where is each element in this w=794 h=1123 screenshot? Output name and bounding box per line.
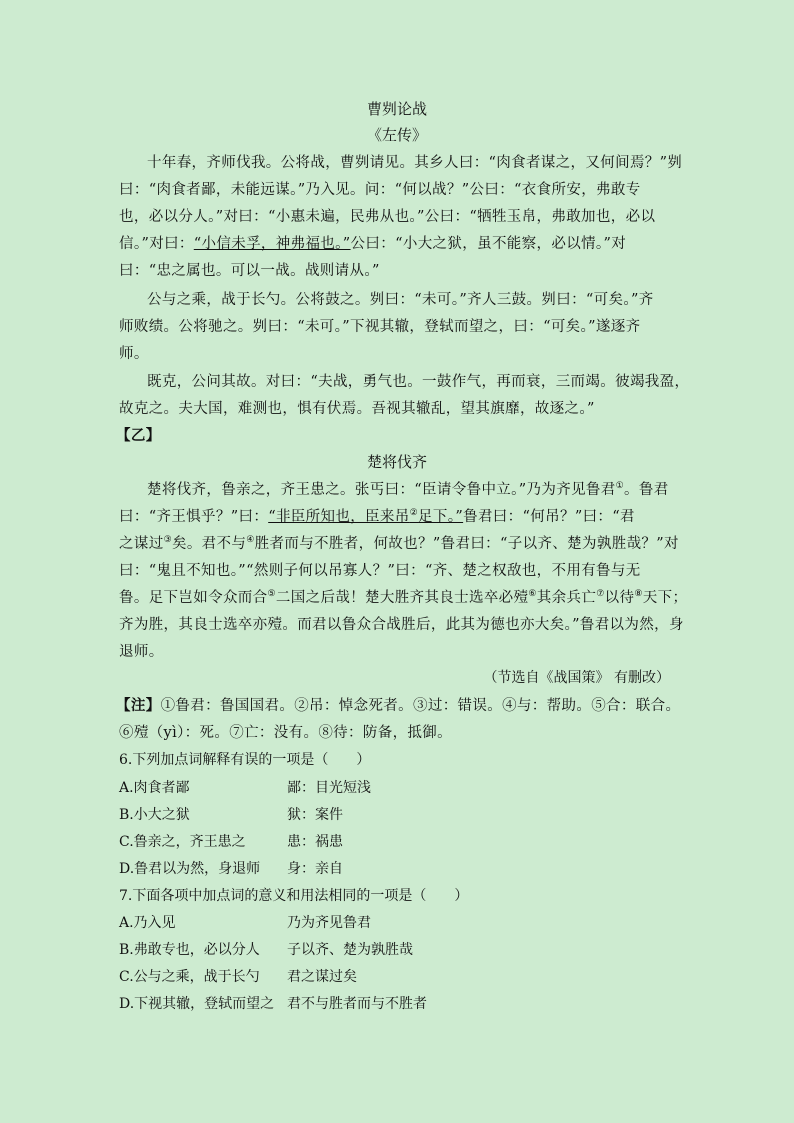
passage-b-line: [119, 586, 687, 607]
passage-b-title: 楚将伐齐: [366, 453, 427, 471]
passage-b-citation: （节选自《战国策》 有删改）: [483, 670, 670, 686]
footnote-mark: ⑤: [267, 589, 276, 600]
notes-label: 【注】: [116, 697, 161, 714]
footnote-mark: ①: [615, 481, 625, 492]
passage-b-line: 曰：“鬼且不知也。”“然则子何以吊寡人？”曰：“齐、楚之权敌也，不用有鲁与无: [119, 563, 641, 579]
text-segment: 之谋过: [119, 536, 164, 552]
question-6-option-a-explain: 鄙：目光短浅: [287, 780, 371, 796]
passage-a-line: 公与之乘，战于长勺。公将鼓之。刿曰：“未可。”齐人三鼓。刿曰：“可矣。”齐: [147, 292, 654, 308]
question-6-option-b: B.小大之狱: [119, 807, 190, 823]
passage-b-line: [147, 478, 669, 499]
passage-b-label: 【乙】: [116, 427, 161, 444]
question-7-option-b: B.弗敢专也，必以分人: [119, 942, 260, 958]
question-7-option-d-compare: 君不与胜者而与不胜者: [287, 996, 427, 1012]
notes-text: ①鲁君：鲁国国君。②吊：悼念死者。③过：错误。④与：帮助。⑤合：联合。: [160, 698, 681, 714]
passage-a-line: 故克之。夫大国，难测也，惧有伏焉。吾视其辙乱，望其旗靡，故逐之。”: [119, 401, 595, 417]
passage-a-title: 曹刿论战: [366, 100, 427, 118]
passage-b-line: [119, 532, 679, 553]
passage-b-line: 退师。: [119, 644, 164, 660]
question-7-stem: 7.下面各项中加点词的意义和用法相同的一项是（ ）: [119, 888, 469, 904]
text-segment: 以待: [604, 590, 635, 606]
footnote-mark: ②: [409, 508, 419, 519]
passage-a-line: [119, 232, 626, 253]
question-7-option-c: C.公与之乘，战于长勺: [119, 969, 260, 985]
question-6-option-d: D.鲁君以为然，身退师: [119, 861, 261, 877]
text-segment: 鲁。足下岂如令众而合: [119, 590, 268, 606]
question-6-option-c: C.鲁亲之，齐王患之: [119, 834, 246, 850]
text-segment: 胜者而与不胜者，何故也？”鲁君曰：“子以齐、楚为孰胜哉？”对: [254, 536, 679, 552]
underlined-sentence: “小信未孚，神弗福也。”: [193, 236, 351, 252]
passage-a-source: 《左传》: [366, 126, 427, 144]
passage-a-line: 既克，公问其故。对曰：“夫战，勇气也。一鼓作气，再而衰，三而竭。彼竭我盈，: [147, 374, 690, 390]
text-segment: 足下。”: [418, 509, 464, 525]
underlined-sentence: [268, 509, 463, 525]
question-7-option-c-compare: 君之谋过矣: [287, 969, 357, 985]
text-segment: “非臣所知也，臣来吊: [268, 509, 410, 525]
footnote-mark: ⑥: [528, 589, 537, 600]
question-7-option-d: D.下视其辙，登轼而望之: [119, 996, 275, 1012]
question-7-option-a-compare: 乃为齐见鲁君: [287, 915, 371, 931]
question-6-option-b-explain: 狱：案件: [287, 807, 343, 823]
text-segment: 矣。君不与: [171, 536, 247, 552]
passage-b-line: 齐为胜，其良士选卒亦殪。而君以鲁众合战胜后，此其为德也亦大矣。”鲁君以为然，身: [119, 617, 684, 633]
passage-a-line: 也，必以分人。”对曰：“小惠未遍，民弗从也。”公曰：“牺牲玉帛，弗敢加也，必以: [119, 209, 656, 225]
question-6-option-c-explain: 患：祸患: [287, 834, 343, 850]
passage-b-line: [119, 505, 635, 526]
text-segment: 信。”对曰：: [119, 236, 194, 252]
passage-a-line: 曰：“忠之属也。可以一战。战则请从。”: [119, 263, 380, 279]
text-segment: 。鲁君: [624, 482, 669, 498]
question-7-option-a: A.乃入见: [119, 915, 176, 931]
question-6-option-a: A.肉食者鄙: [119, 780, 190, 796]
footnote-mark: ⑦: [596, 589, 605, 600]
question-6-stem: 6.下列加点词解释有误的一项是（ ）: [119, 752, 371, 768]
passage-a-line: 师。: [119, 346, 149, 362]
passage-a-line: 师败绩。公将驰之。刿曰：“未可。”下视其辙，登轼而望之，曰：“可矣。”遂逐齐: [119, 319, 641, 335]
text-segment: 二国之后哉！楚大胜齐其良士选卒必殪: [275, 590, 529, 606]
text-segment: 天下；: [642, 590, 688, 606]
text-segment: 公曰：“小大之狱，虽不能察，必以情。”对: [350, 236, 627, 252]
notes-line: ⑥殪（yì）：死。⑦亡：没有。⑧待：防备，抵御。: [119, 725, 452, 741]
question-7-option-b-compare: 子以齐、楚为孰胜哉: [287, 942, 413, 958]
notes-line: [116, 694, 680, 715]
question-6-option-d-explain: 身：亲自: [287, 861, 343, 877]
passage-a-line: 曰：“肉食者鄙，未能远谋。”乃入见。问：“何以战？”公曰：“衣食所安，弗敢专: [119, 182, 641, 198]
footnote-mark: ④: [246, 535, 255, 546]
text-segment: 鲁君曰：“何吊？”曰：“君: [463, 509, 635, 525]
text-segment: 曰：“齐王惧乎？”曰：: [119, 509, 269, 525]
passage-a-line: 十年春，齐师伐我。公将战，曹刿请见。其乡人曰：“肉食者谋之，又何间焉？”刿: [147, 155, 683, 171]
text-segment: 楚将伐齐，鲁亲之，齐王患之。张丐曰：“臣请令鲁中立。”乃为齐见鲁君: [147, 482, 616, 498]
footnote-mark: ⑧: [634, 589, 643, 600]
footnote-mark: ③: [163, 535, 172, 546]
text-segment: 其余兵亡: [536, 590, 597, 606]
